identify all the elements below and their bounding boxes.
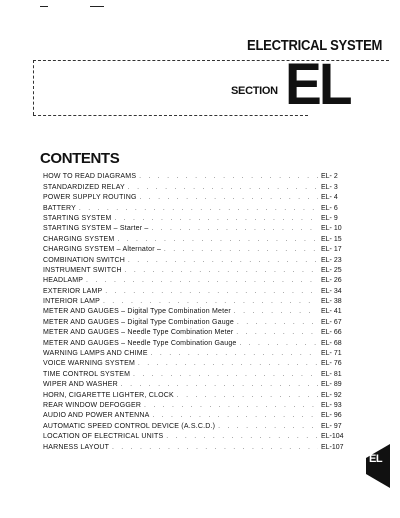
toc-entry <box>43 390 353 400</box>
toc-entry <box>43 214 353 224</box>
toc-dot-leader <box>128 256 318 266</box>
toc-dot-leader <box>114 214 318 224</box>
toc-entry-title: CHARGING SYSTEM – Alternator – <box>43 246 162 254</box>
toc-entry-page: EL- 15 <box>321 235 342 243</box>
toc-entry <box>43 328 353 338</box>
toc-entry-page: EL- 81 <box>321 370 342 378</box>
toc-dot-leader <box>79 204 318 214</box>
toc-entry <box>43 401 353 411</box>
toc-entry-title: AUTOMATIC SPEED CONTROL DEVICE (A.S.C.D.) <box>43 422 216 430</box>
toc-entry-page: EL-107 <box>321 443 344 451</box>
toc-entry-title: METER AND GAUGES – Needle Type Combination Gauge <box>43 339 237 347</box>
toc-entry-page: EL- 2 <box>321 173 338 181</box>
toc-entry <box>43 338 353 348</box>
toc-entry <box>43 203 353 213</box>
toc-entry <box>43 432 353 442</box>
toc-entry-title: POWER SUPPLY ROUTING <box>43 194 137 202</box>
toc-entry-title: WIPER AND WASHER <box>43 381 118 389</box>
toc-entry-page: EL- 17 <box>321 246 342 254</box>
toc-entry-title: HOW TO READ DIAGRAMS <box>43 173 137 181</box>
toc-entry-page: EL- 66 <box>321 329 342 337</box>
toc-entry <box>43 421 353 431</box>
toc-dot-leader <box>166 432 318 442</box>
toc-entry-page: EL- 92 <box>321 391 342 399</box>
toc-entry <box>43 411 353 421</box>
toc-dot-leader <box>105 287 318 297</box>
toc-dot-leader <box>234 307 318 317</box>
section-code: EL <box>285 52 350 117</box>
toc-dot-leader <box>164 245 318 255</box>
toc-entry-title: LOCATION OF ELECTRICAL UNITS <box>43 433 164 441</box>
toc-entry <box>43 380 353 390</box>
toc-entry-page: EL- 23 <box>321 256 342 264</box>
toc-entry <box>43 442 353 452</box>
toc-dot-leader <box>218 422 318 432</box>
side-tab-shape <box>366 444 390 488</box>
table-of-contents <box>43 172 353 453</box>
toc-entry-title: STARTING SYSTEM – Starter – <box>43 225 149 233</box>
toc-entry <box>43 245 353 255</box>
toc-entry-page: EL- 6 <box>321 204 338 212</box>
toc-entry <box>43 359 353 369</box>
header-bracket-left-rule <box>33 60 35 115</box>
toc-entry <box>43 193 353 203</box>
toc-dot-leader <box>117 235 318 245</box>
toc-entry-page: EL- 9 <box>321 214 338 222</box>
toc-entry-title: STARTING SYSTEM <box>43 214 112 222</box>
toc-entry <box>43 286 353 296</box>
toc-entry-page: EL- 76 <box>321 360 342 368</box>
toc-entry-page: EL- 3 <box>321 183 338 191</box>
contents-heading: CONTENTS <box>40 150 120 167</box>
toc-dot-leader <box>139 172 318 182</box>
toc-entry <box>43 276 353 286</box>
toc-dot-leader <box>140 193 318 203</box>
toc-entry-page: EL- 10 <box>321 225 342 233</box>
top-edge-mark-right <box>90 6 104 7</box>
toc-entry-title: HARNESS LAYOUT <box>43 443 110 451</box>
toc-entry-page: EL- 34 <box>321 287 342 295</box>
toc-entry-page: EL- 97 <box>321 422 342 430</box>
top-edge-mark-left <box>40 6 48 7</box>
toc-entry <box>43 297 353 307</box>
toc-dot-leader <box>133 370 318 380</box>
toc-entry-title: METER AND GAUGES – Digital Type Combination Meter <box>43 308 231 316</box>
toc-entry <box>43 307 353 317</box>
toc-entry-title: BATTERY <box>43 204 77 212</box>
toc-dot-leader <box>112 443 318 453</box>
toc-entry-page: EL- 89 <box>321 381 342 389</box>
toc-dot-leader <box>138 359 318 369</box>
document-title: ELECTRICAL SYSTEM <box>246 38 382 54</box>
toc-entry-page: EL- 68 <box>321 339 342 347</box>
toc-entry-page: EL- 96 <box>321 412 342 420</box>
toc-entry-title: HORN, CIGARETTE LIGHTER, CLOCK <box>43 391 174 399</box>
toc-entry-title: METER AND GAUGES – Digital Type Combination Gauge <box>43 318 234 326</box>
toc-entry <box>43 172 353 182</box>
toc-dot-leader <box>153 411 318 421</box>
side-tab-label: EL <box>369 453 383 465</box>
toc-dot-leader <box>86 276 318 286</box>
toc-entry-page: EL-104 <box>321 433 344 441</box>
toc-entry <box>43 369 353 379</box>
toc-entry-title: COMBINATION SWITCH <box>43 256 126 264</box>
toc-entry-title: METER AND GAUGES – Needle Type Combination Meter <box>43 329 234 337</box>
toc-entry <box>43 266 353 276</box>
toc-dot-leader <box>144 401 318 411</box>
toc-entry-title: CHARGING SYSTEM <box>43 235 115 243</box>
toc-dot-leader <box>125 266 318 276</box>
toc-dot-leader <box>240 339 318 349</box>
toc-dot-leader <box>128 183 318 193</box>
toc-entry <box>43 349 353 359</box>
toc-entry-title: AUDIO AND POWER ANTENNA <box>43 412 150 420</box>
toc-dot-leader <box>236 328 318 338</box>
toc-dot-leader <box>151 349 318 359</box>
toc-entry <box>43 224 353 234</box>
toc-entry-title: HEADLAMP <box>43 277 84 285</box>
toc-entry <box>43 255 353 265</box>
toc-dot-leader <box>103 297 318 307</box>
toc-entry-title: REAR WINDOW DEFOGGER <box>43 401 142 409</box>
toc-entry-page: EL- 67 <box>321 318 342 326</box>
section-label: SECTION <box>231 85 278 97</box>
toc-entry-title: INTERIOR LAMP <box>43 298 101 306</box>
toc-entry <box>43 317 353 327</box>
toc-entry-page: EL- 41 <box>321 308 342 316</box>
toc-entry-title: EXTERIOR LAMP <box>43 287 103 295</box>
toc-entry <box>43 234 353 244</box>
toc-entry-title: TIME CONTROL SYSTEM <box>43 370 131 378</box>
section-side-tab <box>366 444 390 488</box>
toc-entry-page: EL- 93 <box>321 401 342 409</box>
toc-entry-page: EL- 71 <box>321 350 342 358</box>
toc-entry <box>43 182 353 192</box>
toc-entry-page: EL- 26 <box>321 277 342 285</box>
header-bracket-bottom-rule <box>33 115 308 117</box>
toc-entry-title: WARNING LAMPS AND CHIME <box>43 350 148 358</box>
toc-dot-leader <box>152 224 319 234</box>
toc-entry-page: EL- 38 <box>321 298 342 306</box>
toc-entry-title: STANDARDIZED RELAY <box>43 183 125 191</box>
toc-entry-page: EL- 4 <box>321 194 338 202</box>
toc-dot-leader <box>121 380 318 390</box>
toc-dot-leader <box>177 391 318 401</box>
toc-entry-page: EL- 25 <box>321 266 342 274</box>
toc-entry-title: INSTRUMENT SWITCH <box>43 266 122 274</box>
toc-entry-title: VOICE WARNING SYSTEM <box>43 360 136 368</box>
toc-dot-leader <box>237 318 318 328</box>
